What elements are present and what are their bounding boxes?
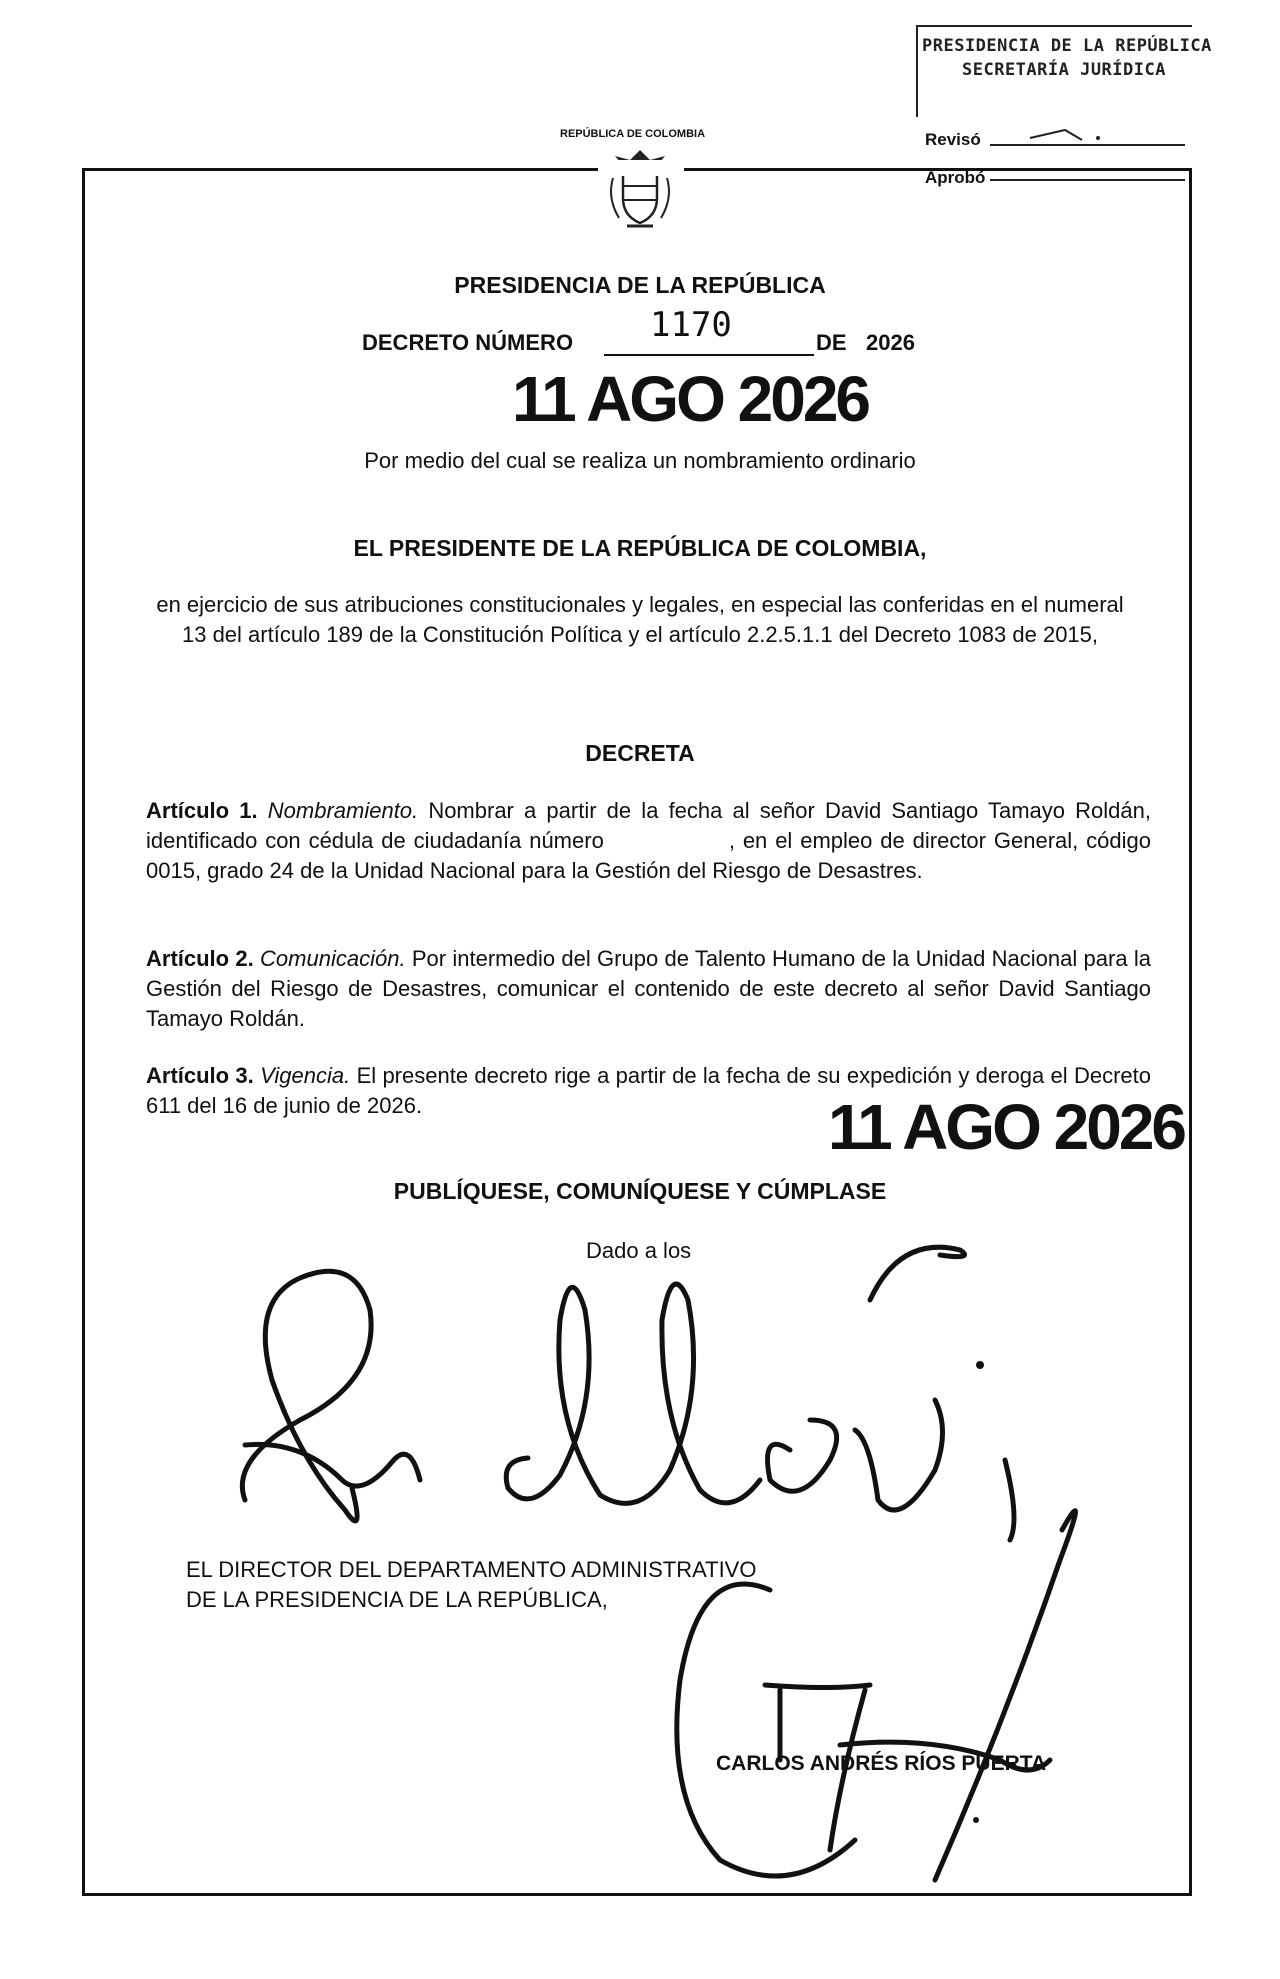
country-label: REPÚBLICA DE COLOMBIA	[560, 128, 706, 140]
date-stamp-bottom: 11 AGO 2026	[828, 1091, 1184, 1163]
article-2-label: Artículo 2.	[146, 946, 254, 971]
article-3-title: Vigencia.	[260, 1063, 351, 1088]
decree-year: 2026	[866, 330, 915, 355]
article-2-title: Comunicación.	[260, 946, 406, 971]
signatory-title-line-2: DE LA PRESIDENCIA DE LA REPÚBLICA,	[186, 1587, 608, 1612]
stamp-line-1: PRESIDENCIA DE LA REPÚBLICA	[922, 36, 1212, 56]
year-label: DE	[816, 330, 847, 355]
decree-subject: Por medio del cual se realiza un nombramiento ordinario	[364, 448, 916, 473]
decree-number: 1170	[650, 305, 732, 345]
article-3-text: El presente decreto rige a partir de la fecha de su expedición y deroga el Decreto 611 del 16 de junio de 2026.	[146, 1063, 1151, 1118]
stamp-reviso-label: Revisó	[925, 130, 981, 149]
dado-text: Dado a los	[586, 1238, 692, 1263]
date-stamp-top: 11 AGO 2026	[512, 363, 868, 435]
stamp-aprobo-label: Aprobó	[925, 168, 989, 188]
article-3-label: Artículo 3.	[146, 1063, 254, 1088]
decreta-heading: DECRETA	[585, 740, 695, 766]
article-1-title: Nombramiento.	[267, 798, 419, 823]
issuer-title: PRESIDENCIA DE LA REPÚBLICA	[454, 272, 826, 298]
article-2-text: Por intermedio del Grupo de Talento Humano de la Unidad Nacional para la Gestión del Riesgo de Desastres, comunicar el contenido de este decreto al señor David Santiago Tamayo Roldán.	[146, 946, 1151, 1031]
signatory-title-line-1: EL DIRECTOR DEL DEPARTAMENTO ADMINISTRATIVO	[186, 1557, 757, 1582]
signatory-name: CARLOS ANDRÉS RÍOS PUERTA	[716, 1752, 1047, 1775]
authority-title: EL PRESIDENTE DE LA REPÚBLICA DE COLOMBIA,	[353, 535, 927, 561]
article-1-text-b: , en el empleo de director General, código 0015, grado 24 de la Unidad Nacional para la Gestión del Riesgo de Desastres.	[146, 828, 1152, 883]
closing-formula: PUBLÍQUESE, COMUNÍQUESE Y CÚMPLASE	[393, 1178, 887, 1204]
stamp-line-2: SECRETARÍA JURÍDICA	[962, 60, 1166, 80]
preamble-text: en ejercicio de sus atribuciones constitucionales y legales, en especial las conferidas en el numeral 13 del artículo 189 de la Constitución Política y el artículo 2.2.5.1.1 del Decreto 1083 de 2015,	[156, 592, 1124, 647]
article-1-label: Artículo 1.	[146, 798, 258, 823]
article-1-text-a: Nombrar a partir de la fecha al señor David Santiago Tamayo Roldán, identificado con cédula de ciudadanía número	[146, 798, 1151, 853]
decree-label: DECRETO NÚMERO	[362, 330, 574, 355]
